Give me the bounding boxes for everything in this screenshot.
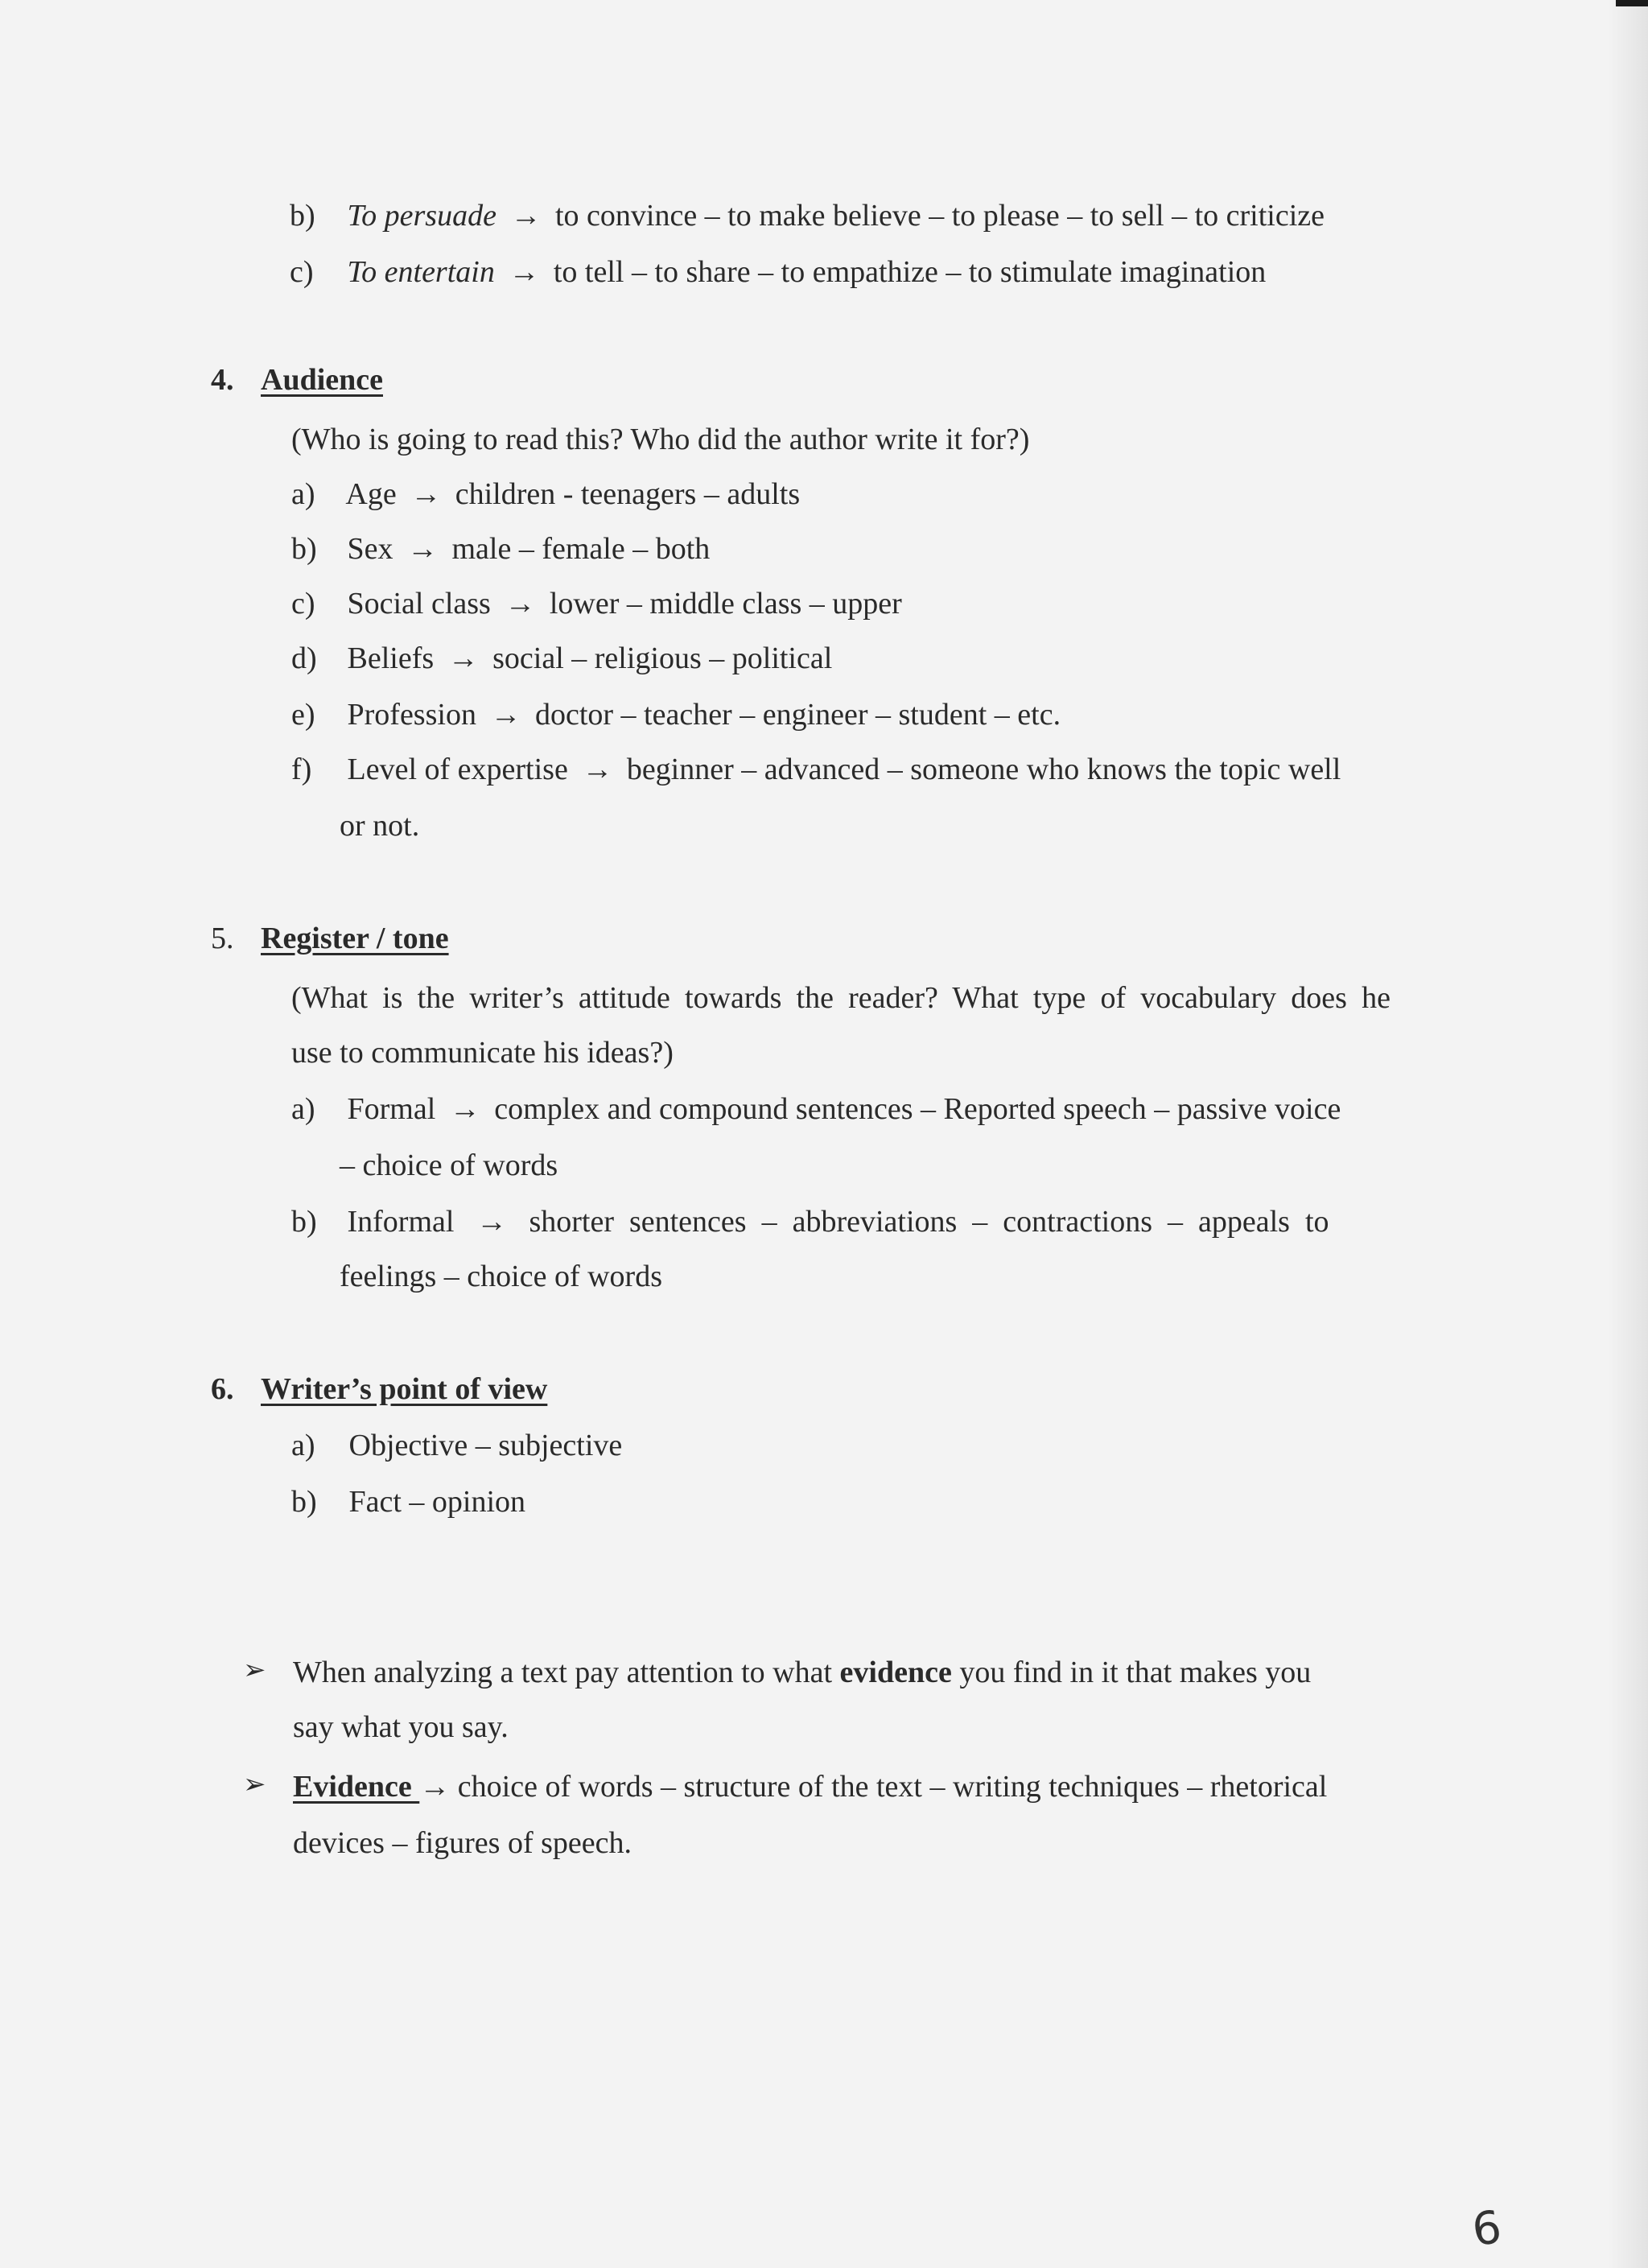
note-evidence-definition-line2: devices – figures of speech. <box>293 1826 632 1860</box>
point-of-view-item-b: b) Fact – opinion <box>291 1485 526 1519</box>
register-question-line1: (What is the writer’s attitude towards the reader? What type of vocabulary does he <box>291 981 1390 1015</box>
arrow-right-icon: → <box>407 532 438 566</box>
register-item-informal: b) Informal → shorter sentences – abbreviations – contractions – appeals to <box>291 1202 1329 1241</box>
arrow-right-icon: → <box>476 1205 507 1239</box>
arrow-right-icon: → <box>582 753 613 786</box>
arrow-right-icon: → <box>490 698 521 732</box>
arrow-right-icon: → <box>410 477 442 511</box>
audience-item-age: a) Age → children - teenagers – adults <box>291 475 800 513</box>
purpose-item-b: b) To persuade → to convince – to make believe – to please – to sell – to criticize <box>290 196 1325 235</box>
audience-item-social-class: c) Social class → lower – middle class – upper <box>291 584 902 623</box>
register-item-formal-continuation: – choice of words <box>340 1148 558 1182</box>
note-evidence-attention: When analyzing a text pay attention to what evidence you find in it that makes you <box>293 1656 1312 1689</box>
arrow-right-icon: → <box>449 1092 480 1126</box>
arrow-right-icon: → <box>505 587 536 621</box>
audience-item-expertise-continuation: or not. <box>340 809 420 843</box>
section-heading-register: 5. Register / tone <box>211 922 449 955</box>
arrowhead-bullet-icon: ➢ <box>243 1656 266 1685</box>
point-of-view-item-a: a) Objective – subjective <box>291 1429 623 1462</box>
scan-edge-mark <box>1616 0 1648 6</box>
audience-item-expertise: f) Level of expertise → beginner – advanced – someone who knows the topic well <box>291 750 1341 789</box>
arrow-right-icon: → <box>510 199 542 233</box>
arrow-right-icon: → <box>509 255 540 289</box>
audience-question: (Who is going to read this? Who did the author write it for?) <box>291 423 1030 456</box>
register-item-formal: a) Formal → complex and compound sentences – Reported speech – passive voice <box>291 1090 1390 1128</box>
register-item-informal-continuation: feelings – choice of words <box>340 1260 662 1293</box>
scan-edge-shadow <box>1608 0 1648 2268</box>
page-number: 6 <box>1469 2200 1505 2258</box>
audience-item-sex: b) Sex → male – female – both <box>291 530 710 568</box>
arrowhead-bullet-icon: ➢ <box>243 1770 266 1800</box>
arrow-right-icon: → <box>419 1770 451 1804</box>
purpose-item-c: c) To entertain → to tell – to share – to empathize – to stimulate imagination <box>290 253 1266 291</box>
register-question-line2: use to communicate his ideas?) <box>291 1036 674 1070</box>
section-heading-point-of-view: 6. Writer’s point of view <box>211 1372 548 1406</box>
note-evidence-attention-line2: say what you say. <box>293 1710 509 1744</box>
note-evidence-definition: Evidence → choice of words – structure of the text – writing techniques – rhetorical <box>293 1770 1328 1804</box>
audience-item-profession: e) Profession → doctor – teacher – engineer – student – etc. <box>291 695 1061 734</box>
audience-item-beliefs: d) Beliefs → social – religious – political <box>291 639 832 678</box>
arrow-right-icon: → <box>447 641 479 675</box>
section-heading-audience: 4. Audience <box>211 363 383 397</box>
